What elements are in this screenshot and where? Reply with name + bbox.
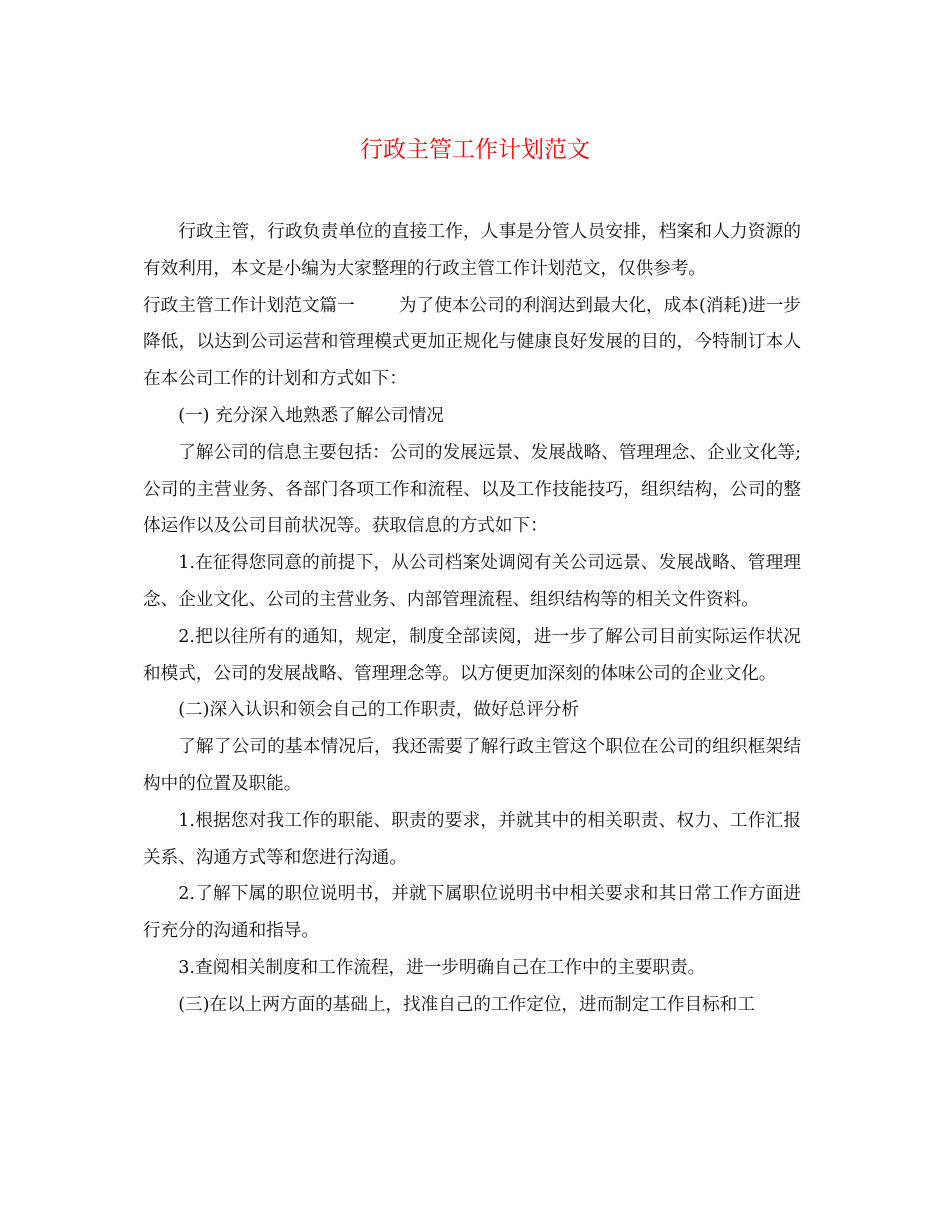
list-item: 2.把以往所有的通知，规定，制度全部读阅，进一步了解公司目前实际运作状况和模式，公司的发展战略、管理理念等。以方便更加深刻的体味公司的企业文化。: [143, 626, 801, 684]
section-label: 行政主管工作计划范文篇一: [143, 295, 355, 316]
intro-paragraph: 行政主管，行政负责单位的直接工作，人事是分管人员安排，档案和人力资源的有效利用，本文是小编为大家整理的行政主管工作计划范文，仅供参考。: [143, 222, 801, 279]
heading-two: (二)深入认识和领会自己的工作职责，做好总评分析: [178, 700, 579, 721]
body-paragraph: 了解了公司的基本情况后，我还需要了解行政主管这个职位在公司的组织框架结构中的位置及职能。: [143, 737, 801, 794]
heading-three: (三)在以上两方面的基础上，找准自己的工作定位，进而制定工作目标和工: [178, 994, 755, 1015]
section-paragraph: [143, 288, 801, 398]
list-item: 1.在征得您同意的前提下，从公司档案处调阅有关公司远景、发展战略、管理理念、企业文化、公司的主营业务、内部管理流程、组织结构等的相关文件资料。: [143, 553, 801, 610]
section-text: 为了使本公司的利润达到最大化，成本(消耗)进一步降低，以达到公司运营和管理模式更加正规化与健康良好发展的目的，今特制订本人在本公司工作的计划和方式如下：: [143, 295, 801, 390]
list-item: 2.了解下属的职位说明书，并就下属职位说明书中相关要求和其日常工作方面进行充分的沟通和指导。: [143, 884, 801, 942]
document-title: 行政主管工作计划范文: [360, 137, 590, 163]
document-body: [143, 214, 801, 1024]
list-item: 1.根据您对我工作的职能、职责的要求，并就其中的相关职责、权力、工作汇报关系、沟通方式等和您进行沟通。: [143, 810, 801, 868]
heading-one: (一) 充分深入地熟悉了解公司情况: [178, 405, 444, 426]
body-paragraph: 了解公司的信息主要包括：公司的发展远景、发展战略、管理理念、企业文化等;公司的主营业务、各部门各项工作和流程、以及工作技能技巧，组织结构，公司的整体运作以及公司目前状况等。获取信息的方式如下：: [143, 442, 801, 537]
list-item: 3.查阅相关制度和工作流程，进一步明确自己在工作中的主要职责。: [178, 957, 706, 978]
